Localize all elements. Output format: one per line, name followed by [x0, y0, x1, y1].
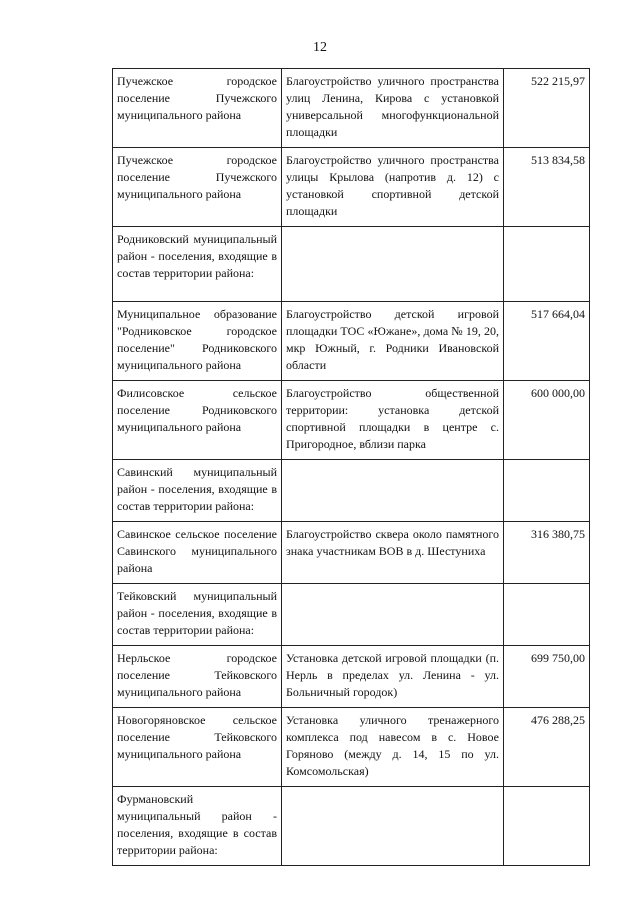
amount-cell: 600 000,00	[504, 381, 590, 460]
district-heading-cell: Фурмановский муниципальный район - поселения, входящие в состав территории района:	[113, 787, 282, 866]
amount-cell: 316 380,75	[504, 522, 590, 584]
municipality-cell: Нерльское городское поселение Тейковского муниципального района	[113, 646, 282, 708]
table-row	[113, 148, 590, 227]
amount-cell	[504, 227, 590, 302]
project-cell	[282, 787, 504, 866]
municipality-cell: Новогоряновское сельское поселение Тейковского муниципального района	[113, 708, 282, 787]
project-cell: Благоустройство детской игровой площадки ТОС «Южане», дома № 19, 20, мкр Южный, г. Родники Ивановской области	[282, 302, 504, 381]
table-row	[113, 460, 590, 522]
municipality-cell: Пучежское городское поселение Пучежского муниципального района	[113, 69, 282, 148]
project-cell: Благоустройство уличного пространства улиц Ленина, Кирова с установкой универсальной многофункциональной площадки	[282, 69, 504, 148]
municipality-cell: Филисовское сельское поселение Родниковского муниципального района	[113, 381, 282, 460]
table-row	[113, 787, 590, 866]
table-row	[113, 69, 590, 148]
table-row	[113, 381, 590, 460]
amount-cell	[504, 584, 590, 646]
page-number: 12	[313, 40, 327, 55]
table-row	[113, 708, 590, 787]
allocation-table	[112, 68, 590, 866]
amount-cell: 513 834,58	[504, 148, 590, 227]
table-row	[113, 227, 590, 302]
municipality-cell: Пучежское городское поселение Пучежского муниципального района	[113, 148, 282, 227]
amount-cell: 476 288,25	[504, 708, 590, 787]
district-heading-cell: Тейковский муниципальный район - поселения, входящие в состав территории района:	[113, 584, 282, 646]
table-row	[113, 522, 590, 584]
municipality-cell: Савинское сельское поселение Савинского муниципального района	[113, 522, 282, 584]
amount-cell: 517 664,04	[504, 302, 590, 381]
project-cell: Благоустройство уличного пространства улицы Крылова (напротив д. 12) с установкой спортивной детской площадки	[282, 148, 504, 227]
district-heading-cell: Родниковский муниципальный район - поселения, входящие в состав территории района:	[113, 227, 282, 302]
project-cell	[282, 460, 504, 522]
table-row	[113, 646, 590, 708]
table-row	[113, 584, 590, 646]
municipality-cell: Муниципальное образование "Родниковское городское поселение" Родниковского муниципального района	[113, 302, 282, 381]
project-cell: Благоустройство общественной территории: установка детской спортивной площадки в центре с. Пригородное, вблизи парка	[282, 381, 504, 460]
project-cell: Установка детской игровой площадки (п. Нерль в пределах ул. Ленина - ул. Больничный городок)	[282, 646, 504, 708]
amount-cell	[504, 460, 590, 522]
project-cell: Благоустройство сквера около памятного знака участникам ВОВ в д. Шестуниха	[282, 522, 504, 584]
project-cell	[282, 584, 504, 646]
table-row	[113, 302, 590, 381]
project-cell: Установка уличного тренажерного комплекса под навесом в с. Новое Горяново (между д. 14, 15 по ул. Комсомольская)	[282, 708, 504, 787]
amount-cell	[504, 787, 590, 866]
amount-cell: 522 215,97	[504, 69, 590, 148]
project-cell	[282, 227, 504, 302]
amount-cell: 699 750,00	[504, 646, 590, 708]
district-heading-cell: Савинский муниципальный район - поселения, входящие в состав территории района:	[113, 460, 282, 522]
